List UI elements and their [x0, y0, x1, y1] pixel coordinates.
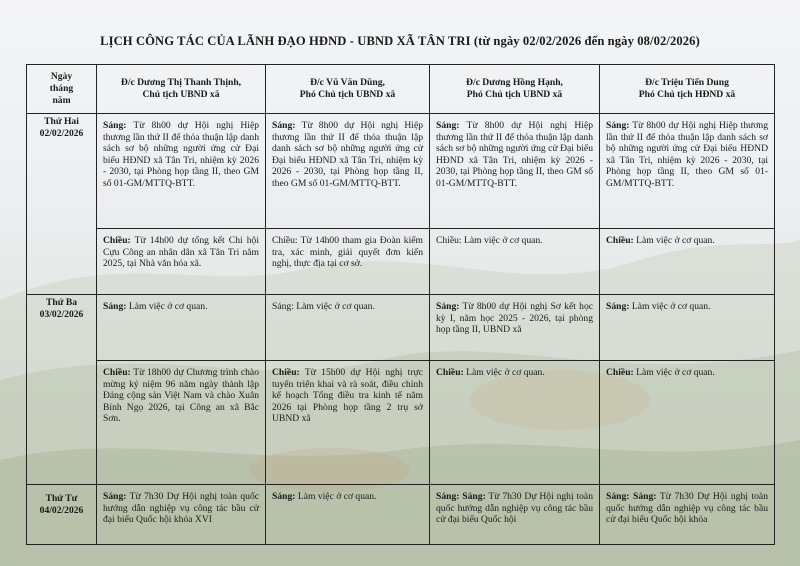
leader-name: Đ/c Dương Hồng Hạnh,	[466, 77, 563, 88]
table-row	[27, 295, 775, 361]
leader-role: Chủ tịch UBND xã	[142, 89, 220, 100]
day-date: 02/02/2026	[39, 128, 84, 139]
schedule-cell: Chiều: Làm việc ở cơ quan.	[430, 361, 600, 485]
leader-role: Phó Chủ tịch HĐND xã	[638, 89, 736, 100]
schedule-cell: Sáng: Từ 8h00 dự Hội nghị Sơ kết học kỳ I, năm học 2025 - 2026, tại phòng họp tầng II, UBND xã	[430, 295, 600, 361]
table-row	[27, 485, 775, 545]
leader-name: Đ/c Vũ Văn Dũng,	[310, 77, 385, 88]
schedule-cell: Chiều: Làm việc ở cơ quan.	[600, 361, 775, 485]
schedule-cell: Sáng: Từ 8h00 dự Hội nghị Hiệp thương lần thứ II để thỏa thuận lập danh sách sơ bộ những người ứng cử Đại biểu HĐND xã Tân Tri, nhiệm kỳ 2026 - 2030, tại Phòng họp tầng II, theo GM số 01-GM/MTTQ-BTT.	[430, 114, 600, 229]
day-name: Thứ Ba	[45, 297, 78, 308]
day-cell	[27, 295, 97, 485]
day-date: 04/02/2026	[39, 505, 84, 516]
day-name: Thứ Tư	[45, 493, 78, 504]
day-date: 03/02/2026	[39, 309, 84, 320]
leader-column-header	[266, 65, 430, 114]
day-name: Thứ Hai	[44, 116, 79, 127]
leader-column-header	[600, 65, 775, 114]
schedule-cell: Sáng: Làm việc ở cơ quan.	[600, 295, 775, 361]
table-header-row	[27, 65, 775, 114]
leader-role: Phó Chủ tịch UBND xã	[466, 89, 563, 100]
leader-name: Đ/c Dương Thị Thanh Thịnh,	[120, 77, 242, 88]
schedule-cell: Chiều: Từ 14h00 dự tổng kết Chi hội Cựu Công an nhân dân xã Tân Tri năm 2025, tại Nhà văn hóa xã.	[97, 229, 266, 295]
schedule-cell: Sáng: Sáng: Từ 7h30 Dự Hội nghị toàn quốc hướng dẫn nghiệp vụ công tác bầu cử đại biểu Quốc hội	[430, 485, 600, 545]
leader-column-header	[430, 65, 600, 114]
schedule-cell: Sáng: Làm việc ở cơ quan.	[266, 485, 430, 545]
schedule-cell: Sáng: Làm việc ở cơ quan.	[97, 295, 266, 361]
schedule-cell: Sáng: Làm việc ở cơ quan.	[266, 295, 430, 361]
schedule-cell: Chiều: Từ 18h00 dự Chương trình chào mừng kỷ niệm 96 năm ngày thành lập Đảng cộng sản Việt Nam và chào Xuân Bính Ngọ 2026, tại Công an xã Bắc Sơn.	[97, 361, 266, 485]
leader-role: Phó Chủ tịch UBND xã	[299, 89, 396, 100]
schedule-cell: Chiều: Làm việc ở cơ quan.	[600, 229, 775, 295]
schedule-cell: Sáng: Từ 7h30 Dự Hội nghị toàn quốc hướng dẫn nghiệp vụ công tác bầu cử đại biểu Quốc hội khóa XVI	[97, 485, 266, 545]
leader-column-header	[97, 65, 266, 114]
schedule-cell: Sáng: Từ 8h00 dự Hội nghị Hiệp thương lần thứ II để thỏa thuận lập danh sách sơ bộ những người ứng cử Đại biểu HĐND xã Tân Tri, nhiệm kỳ 2026 - 2030, tại Phòng họp tầng II, theo GM số 01-GM/MTTQ-BTT.	[97, 114, 266, 229]
table-row	[27, 114, 775, 229]
leader-name: Đ/c Triệu Tiến Dung	[645, 77, 729, 88]
page-title: LỊCH CÔNG TÁC CỦA LÃNH ĐẠO HĐND - UBND XÃ TÂN TRI (từ ngày 02/02/2026 đến ngày 08/02/2026)	[100, 34, 700, 48]
day-cell	[27, 114, 97, 295]
schedule-cell: Chiều: Làm việc ở cơ quan.	[430, 229, 600, 295]
schedule-cell: Sáng: Từ 8h00 dự Hội nghị Hiệp thương lần thứ II để thỏa thuận lập danh sách sơ bộ những người ứng cử Đại biểu HĐND xã Tân Tri, nhiệm kỳ 2026 - 2030, tại Phòng họp tầng II, theo GM số 01-GM/MTTQ-BTT.	[600, 114, 775, 229]
schedule-cell: Sáng: Từ 8h00 dự Hội nghị Hiệp thương lần thứ II để thỏa thuận lập danh sách sơ bộ những người ứng cử Đại biểu HĐND xã Tân Tri, nhiệm kỳ 2026 - 2030, tại Phòng họp tầng II, theo GM số 01-GM/MTTQ-BTT.	[266, 114, 430, 229]
day-cell	[27, 485, 97, 545]
date-column-header: Ngày tháng năm	[27, 65, 97, 114]
table-row	[27, 229, 775, 295]
schedule-table	[26, 64, 775, 545]
table-row	[27, 361, 775, 485]
schedule-cell: Chiều: Từ 15h00 dự Hội nghị trực tuyến triển khai và rà soát, điều chỉnh kế hoạch Tổng điều tra kinh tế năm 2026 tại Phòng họp tầng 2 trụ sở UBND xã	[266, 361, 430, 485]
schedule-cell: Chiều: Từ 14h00 tham gia Đoàn kiểm tra, xác minh, giải quyết đơn kiến nghị, thực địa tại cơ sở.	[266, 229, 430, 295]
schedule-cell: Sáng: Sáng: Từ 7h30 Dự Hội nghị toàn quốc hướng dẫn nghiệp vụ công tác bầu cử đại biểu Quốc hội khóa	[600, 485, 775, 545]
